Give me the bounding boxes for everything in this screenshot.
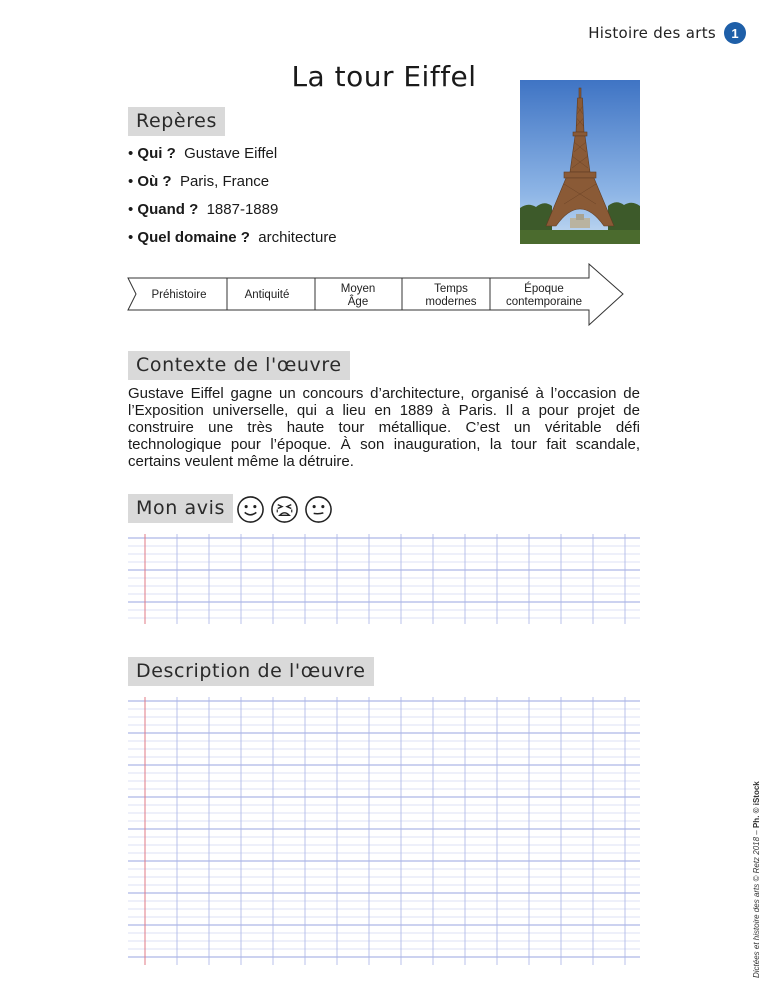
opinion-faces (236, 495, 333, 524)
timeline-period-temps-modernes-line1: Temps (434, 283, 468, 295)
credit-source: Dictées et histoire des arts © Retz 2018 – (752, 828, 761, 978)
list-item: • Quel domaine ? architecture (128, 229, 337, 246)
facts-list (128, 145, 337, 257)
fact-label: Qui ? (137, 145, 176, 162)
writing-area-avis[interactable] (128, 534, 640, 624)
history-timeline (127, 263, 627, 329)
list-item: • Où ? Paris, France (128, 173, 270, 190)
avis-heading: Mon avis (128, 494, 233, 523)
subject-label: Histoire des arts (588, 24, 716, 42)
timeline-period-epoque-contemporaine-line1: Époque (524, 283, 564, 295)
timeline-period-prehistoire: Préhistoire (151, 289, 207, 301)
page-header (588, 22, 746, 44)
list-item: • Qui ? Gustave Eiffel (128, 145, 278, 162)
crying-face-icon[interactable] (270, 495, 299, 524)
eiffel-tower-photo (520, 80, 640, 244)
fact-value: Gustave Eiffel (184, 145, 278, 162)
timeline-period-antiquite: Antiquité (244, 289, 290, 301)
timeline-period-moyen-age-line1: Moyen (340, 283, 376, 295)
contexte-heading: Contexte de l'œuvre (128, 351, 350, 380)
neutral-face-icon[interactable] (304, 495, 333, 524)
fact-value: 1887-1889 (206, 201, 279, 218)
timeline-period-temps-modernes-line2: modernes (425, 296, 477, 308)
photo-credit (752, 781, 761, 978)
list-item: • Quand ? 1887-1889 (128, 201, 279, 218)
timeline-period-moyen-age-line2: Âge (347, 296, 369, 308)
page-number-badge: 1 (724, 22, 746, 44)
fact-label: Quand ? (137, 201, 199, 218)
reperes-heading: Repères (128, 107, 225, 136)
description-heading: Description de l'œuvre (128, 657, 374, 686)
writing-area-description[interactable] (128, 697, 640, 965)
credit-photo: Ph. © iStock (752, 781, 761, 829)
timeline-period-epoque-contemporaine-line2: contemporaine (505, 296, 583, 308)
fact-label: Quel domaine ? (137, 229, 250, 246)
page-title: La tour Eiffel (291, 60, 477, 93)
fact-value: Paris, France (179, 173, 270, 190)
context-paragraph: Gustave Eiffel gagne un concours d’architecture, organisé à l’occasion de l’Exposition universelle, qui a lieu en 1889 à Paris. Il a pour projet de construire une très haute tour métallique. C’est un véritable défi technologique pour l’époque. À son inauguration, la tour fait scandale, certains veulent même la détruire. (128, 385, 640, 470)
fact-label: Où ? (137, 173, 172, 190)
smiling-face-icon[interactable] (236, 495, 265, 524)
fact-value: architecture (258, 229, 337, 246)
